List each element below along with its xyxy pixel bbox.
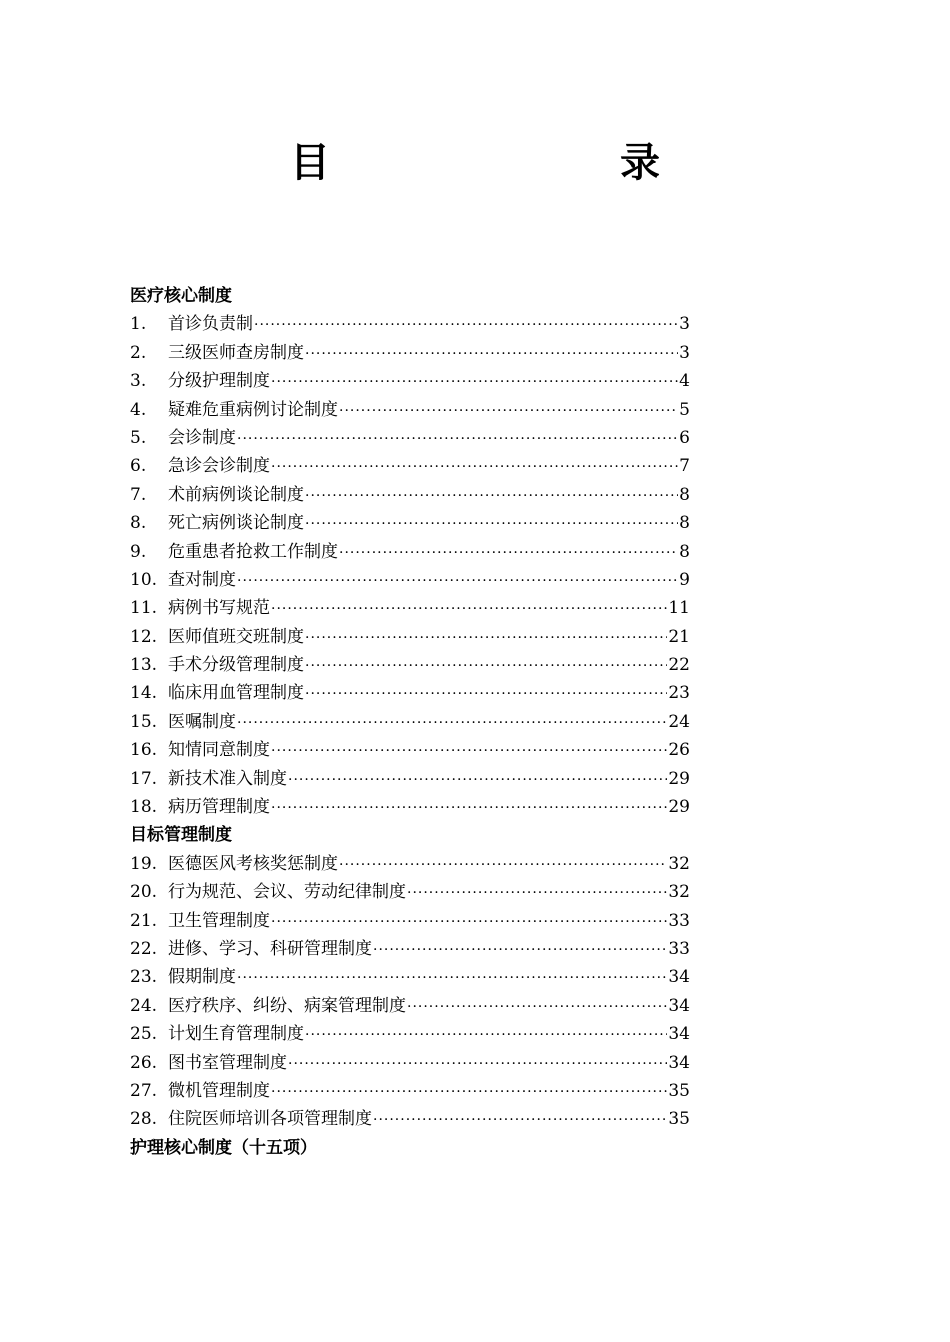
dot-leader bbox=[373, 1106, 667, 1134]
page-title: 目 录 bbox=[290, 139, 730, 186]
toc-entry[interactable] bbox=[130, 396, 690, 424]
dot-leader bbox=[305, 482, 678, 510]
toc-entry[interactable] bbox=[130, 424, 690, 452]
toc-entry[interactable] bbox=[130, 594, 690, 622]
toc-entry[interactable] bbox=[130, 907, 690, 935]
toc-entry[interactable] bbox=[130, 566, 690, 594]
dot-leader bbox=[305, 340, 678, 368]
entry-page-number: 34 bbox=[668, 995, 690, 1016]
entry-title: 住院医师培训各项管理制度 bbox=[168, 1109, 372, 1130]
entry-page-number: 32 bbox=[668, 882, 690, 903]
entry-number: 25. bbox=[130, 1024, 158, 1045]
toc-entry[interactable] bbox=[130, 452, 690, 480]
entry-number: 4. bbox=[130, 399, 147, 420]
entry-page-number: 34 bbox=[668, 1052, 690, 1073]
entry-page-number: 32 bbox=[668, 853, 690, 874]
section-heading: 目标管理制度 bbox=[130, 825, 232, 846]
dot-leader bbox=[271, 794, 667, 822]
entry-number: 8. bbox=[130, 513, 147, 534]
entry-title: 假期制度 bbox=[168, 967, 236, 988]
entry-title: 医疗秩序、纠纷、病案管理制度 bbox=[168, 995, 406, 1016]
section-heading: 护理核心制度（十五项） bbox=[130, 1137, 317, 1158]
entry-number: 5. bbox=[130, 427, 147, 448]
entry-number: 23. bbox=[130, 967, 158, 988]
dot-leader bbox=[288, 1050, 667, 1078]
entry-page-number: 35 bbox=[668, 1080, 690, 1101]
toc-entry[interactable] bbox=[130, 339, 690, 367]
entry-title: 病例书写规范 bbox=[168, 598, 270, 619]
toc-entry[interactable] bbox=[130, 736, 690, 764]
entry-page-number: 34 bbox=[668, 1024, 690, 1045]
dot-leader bbox=[271, 453, 678, 481]
entry-number: 7. bbox=[130, 484, 147, 505]
toc-entry[interactable] bbox=[130, 1105, 690, 1133]
entry-page-number: 35 bbox=[668, 1109, 690, 1130]
dot-leader bbox=[237, 709, 667, 737]
toc-entry[interactable] bbox=[130, 963, 690, 991]
toc-entry[interactable] bbox=[130, 850, 690, 878]
dot-leader bbox=[407, 879, 667, 907]
entry-title: 图书室管理制度 bbox=[168, 1052, 287, 1073]
entry-page-number: 26 bbox=[668, 740, 690, 761]
dot-leader bbox=[373, 936, 667, 964]
toc-entry[interactable] bbox=[130, 651, 690, 679]
toc-entry[interactable] bbox=[130, 509, 690, 537]
toc-entry[interactable] bbox=[130, 1077, 690, 1105]
dot-leader bbox=[288, 766, 667, 794]
entry-title: 手术分级管理制度 bbox=[168, 655, 304, 676]
entry-page-number: 9 bbox=[679, 569, 690, 590]
dot-leader bbox=[237, 425, 678, 453]
toc-entry[interactable] bbox=[130, 367, 690, 395]
entry-title: 查对制度 bbox=[168, 569, 236, 590]
toc-entry[interactable] bbox=[130, 538, 690, 566]
entry-page-number: 22 bbox=[668, 655, 690, 676]
entry-title: 分级护理制度 bbox=[168, 371, 270, 392]
entry-page-number: 23 bbox=[668, 683, 690, 704]
entry-number: 9. bbox=[130, 541, 147, 562]
entry-number: 17. bbox=[130, 768, 158, 789]
entry-page-number: 4 bbox=[679, 371, 690, 392]
toc-entry[interactable] bbox=[130, 481, 690, 509]
toc-entry[interactable] bbox=[130, 310, 690, 338]
entry-title: 医德医风考核奖惩制度 bbox=[168, 853, 338, 874]
dot-leader bbox=[339, 397, 678, 425]
entry-number: 20. bbox=[130, 882, 158, 903]
dot-leader bbox=[254, 311, 678, 339]
entry-title: 临床用血管理制度 bbox=[168, 683, 304, 704]
entry-title: 死亡病例谈论制度 bbox=[168, 513, 304, 534]
dot-leader bbox=[271, 595, 667, 623]
toc-entry[interactable] bbox=[130, 708, 690, 736]
entry-number: 14. bbox=[130, 683, 158, 704]
entry-page-number: 7 bbox=[679, 456, 690, 477]
entry-page-number: 3 bbox=[679, 342, 690, 363]
entry-title: 危重患者抢救工作制度 bbox=[168, 541, 338, 562]
entry-title: 计划生育管理制度 bbox=[168, 1024, 304, 1045]
entry-title: 行为规范、会议、劳动纪律制度 bbox=[168, 882, 406, 903]
toc-entry[interactable] bbox=[130, 1020, 690, 1048]
entry-number: 28. bbox=[130, 1109, 158, 1130]
entry-title: 微机管理制度 bbox=[168, 1080, 270, 1101]
dot-leader bbox=[305, 652, 667, 680]
toc-entry[interactable] bbox=[130, 935, 690, 963]
entry-page-number: 3 bbox=[679, 314, 690, 335]
entry-page-number: 8 bbox=[679, 484, 690, 505]
entry-title: 进修、学习、科研管理制度 bbox=[168, 938, 372, 959]
entry-number: 26. bbox=[130, 1052, 158, 1073]
entry-number: 10. bbox=[130, 569, 158, 590]
dot-leader bbox=[237, 567, 678, 595]
entry-number: 6. bbox=[130, 456, 147, 477]
toc-entry[interactable] bbox=[130, 765, 690, 793]
entry-page-number: 8 bbox=[679, 513, 690, 534]
entry-page-number: 6 bbox=[679, 427, 690, 448]
dot-leader bbox=[339, 851, 667, 879]
entry-number: 3. bbox=[130, 371, 147, 392]
dot-leader bbox=[271, 368, 678, 396]
entry-number: 19. bbox=[130, 853, 158, 874]
entry-number: 16. bbox=[130, 740, 158, 761]
entry-page-number: 8 bbox=[679, 541, 690, 562]
toc-entry[interactable] bbox=[130, 992, 690, 1020]
entry-title: 三级医师查房制度 bbox=[168, 342, 304, 363]
entry-title: 医师值班交班制度 bbox=[168, 626, 304, 647]
toc-entry[interactable] bbox=[130, 1049, 690, 1077]
entry-title: 疑难危重病例讨论制度 bbox=[168, 399, 338, 420]
toc-entry[interactable] bbox=[130, 878, 690, 906]
dot-leader bbox=[407, 993, 667, 1021]
entry-number: 11. bbox=[130, 598, 158, 619]
entry-title: 术前病例谈论制度 bbox=[168, 484, 304, 505]
entry-page-number: 33 bbox=[668, 938, 690, 959]
dot-leader bbox=[271, 737, 667, 765]
entry-title: 知情同意制度 bbox=[168, 740, 270, 761]
entry-number: 15. bbox=[130, 711, 158, 732]
entry-number: 24. bbox=[130, 995, 158, 1016]
dot-leader bbox=[305, 680, 667, 708]
entry-number: 27. bbox=[130, 1080, 158, 1101]
entry-title: 新技术准入制度 bbox=[168, 768, 287, 789]
dot-leader bbox=[339, 539, 678, 567]
entry-title: 卫生管理制度 bbox=[168, 910, 270, 931]
toc-entry[interactable] bbox=[130, 793, 690, 821]
dot-leader bbox=[237, 964, 667, 992]
entry-number: 13. bbox=[130, 655, 158, 676]
entry-page-number: 11 bbox=[668, 598, 690, 619]
entry-page-number: 21 bbox=[668, 626, 690, 647]
entry-title: 病历管理制度 bbox=[168, 797, 270, 818]
entry-title: 会诊制度 bbox=[168, 427, 236, 448]
table-of-contents bbox=[130, 282, 690, 1162]
entry-number: 1. bbox=[130, 314, 147, 335]
entry-page-number: 33 bbox=[668, 910, 690, 931]
dot-leader bbox=[271, 908, 667, 936]
dot-leader bbox=[305, 1021, 667, 1049]
entry-page-number: 29 bbox=[668, 797, 690, 818]
dot-leader bbox=[305, 624, 667, 652]
entry-page-number: 29 bbox=[668, 768, 690, 789]
entry-number: 12. bbox=[130, 626, 158, 647]
dot-leader bbox=[305, 510, 678, 538]
entry-number: 18. bbox=[130, 797, 158, 818]
toc-entry[interactable] bbox=[130, 623, 690, 651]
entry-title: 急诊会诊制度 bbox=[168, 456, 270, 477]
entry-number: 22. bbox=[130, 938, 158, 959]
entry-page-number: 34 bbox=[668, 967, 690, 988]
entry-title: 首诊负责制 bbox=[168, 314, 253, 335]
entry-title: 医嘱制度 bbox=[168, 711, 236, 732]
dot-leader bbox=[271, 1078, 667, 1106]
toc-entry[interactable] bbox=[130, 679, 690, 707]
entry-page-number: 24 bbox=[668, 711, 690, 732]
entry-number: 21. bbox=[130, 910, 158, 931]
entry-number: 2. bbox=[130, 342, 147, 363]
entry-page-number: 5 bbox=[679, 399, 690, 420]
section-heading: 医疗核心制度 bbox=[130, 286, 232, 306]
